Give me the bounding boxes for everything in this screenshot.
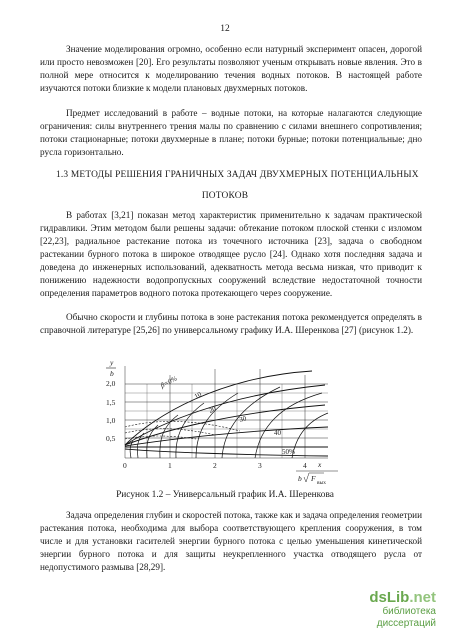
grid-lines bbox=[125, 366, 328, 458]
figure-caption: Рисунок 1.2 – Универсальный график И.А. Шеренкова bbox=[116, 490, 334, 500]
watermark-logo bbox=[326, 589, 436, 606]
paragraph-depths-task: Задача определения глубин и скоростей потока, также как и задача определения геометрии растекания потока, необходима для выбора соответствующего крепления сооружения, в том числе и для установки гасителей энергии бурного потока с целью уменьшения кинетической энергии бурного потока и для защиты неукрепленного участка отводящего русла от недопустимого размыва [28,29]. bbox=[40, 510, 422, 572]
section-heading-continued: ПОТОКОВ bbox=[201, 191, 249, 201]
y-tick-label: 1,0 bbox=[106, 416, 116, 425]
x-tick-label: 1 bbox=[168, 461, 172, 470]
curve-label: 40 bbox=[274, 429, 281, 437]
dashed-curves bbox=[125, 421, 240, 439]
x-tick-label: 2 bbox=[213, 461, 217, 470]
curve-label: 10 bbox=[193, 390, 204, 401]
sherenkov-graph-figure bbox=[100, 355, 340, 492]
section-heading: 1.3 МЕТОДЫ РЕШЕНИЯ ГРАНИЧНЫХ ЗАДАЧ ДВУХМЕРНЫХ ПОТЕНЦИАЛЬНЫХ bbox=[56, 170, 419, 180]
page-number: 12 bbox=[220, 24, 230, 34]
x-tick-label: 3 bbox=[258, 461, 262, 470]
paragraph-modeling: Значение моделирования огромно, особенно если натурный эксперимент опасен, дорогой или просто невозможен [20]. Его результаты позволяют ученым открывать новые явления. Это в полной мере относится к моделированию течения водных потоков. В настоящей работе изучаются потоки близкие к модели плановых двухмерных потоков. bbox=[40, 44, 422, 93]
y-tick-label: 1,5 bbox=[106, 398, 116, 407]
watermark-subtitle: библиотека диссертаций bbox=[376, 606, 436, 629]
sherenkov-graph bbox=[100, 355, 340, 487]
paragraph-methods: В работах [3,21] показан метод характеристик применительно к задачам практической гидравлики. Этим методом были решены задачи: обтекание потоком плоской стенки с изломом [22,23], радиальное растекание потока из точечного источника [23], задача о свободном растекании бурного потока в широкое отводящее русло [24]. Однако хотя последняя задача и доведена до инженерных использований, адекватность метода весьма низкая, что приводит к понижению надежности водопропускных сооружений вследствие недостаточной точности определения параметров водного потока протекающего через сооружение. bbox=[40, 210, 422, 298]
x-axis-label-top: x bbox=[318, 460, 322, 469]
watermark-logo-ext: .net bbox=[409, 589, 436, 606]
x-tick-label: 0 bbox=[123, 461, 127, 470]
y-axis-label-bottom: b bbox=[110, 369, 114, 378]
y-tick-label: 2,0 bbox=[106, 379, 116, 388]
y-axis-label-top: y bbox=[110, 358, 114, 367]
curve-label: β=0% bbox=[159, 374, 179, 390]
x-axis-label-bottom: b bbox=[298, 474, 302, 483]
x-tick-label: 4 bbox=[303, 461, 307, 470]
x-axis-label-root: F bbox=[311, 474, 316, 483]
watermark bbox=[326, 589, 436, 630]
curve-label: 20 bbox=[207, 404, 218, 415]
curve-label: 50% bbox=[282, 448, 295, 456]
y-tick-label: 0,5 bbox=[106, 434, 116, 443]
watermark-logo-main: dsLib bbox=[369, 589, 410, 606]
curve-label: 30 bbox=[238, 414, 248, 424]
paragraph-subject: Предмет исследований в работе – водные потоки, на которые налагаются следующие ограничения: силы внутреннего трения малы по сравнению с силами внешнего сопротивления; потоки стационарные; потоки двухмерные в плане; потоки бурные; потоки потенциальные; дно русла горизонтально. bbox=[40, 108, 422, 157]
paragraph-velocities: Обычно скорости и глубины потока в зоне растекания потока рекомендуется определять в справочной литературе [25,26] по универсальному графику И.А. Шеренкова [27] (рисунок 1.2). bbox=[40, 312, 422, 335]
x-axis-label-sub: вых bbox=[317, 480, 327, 486]
